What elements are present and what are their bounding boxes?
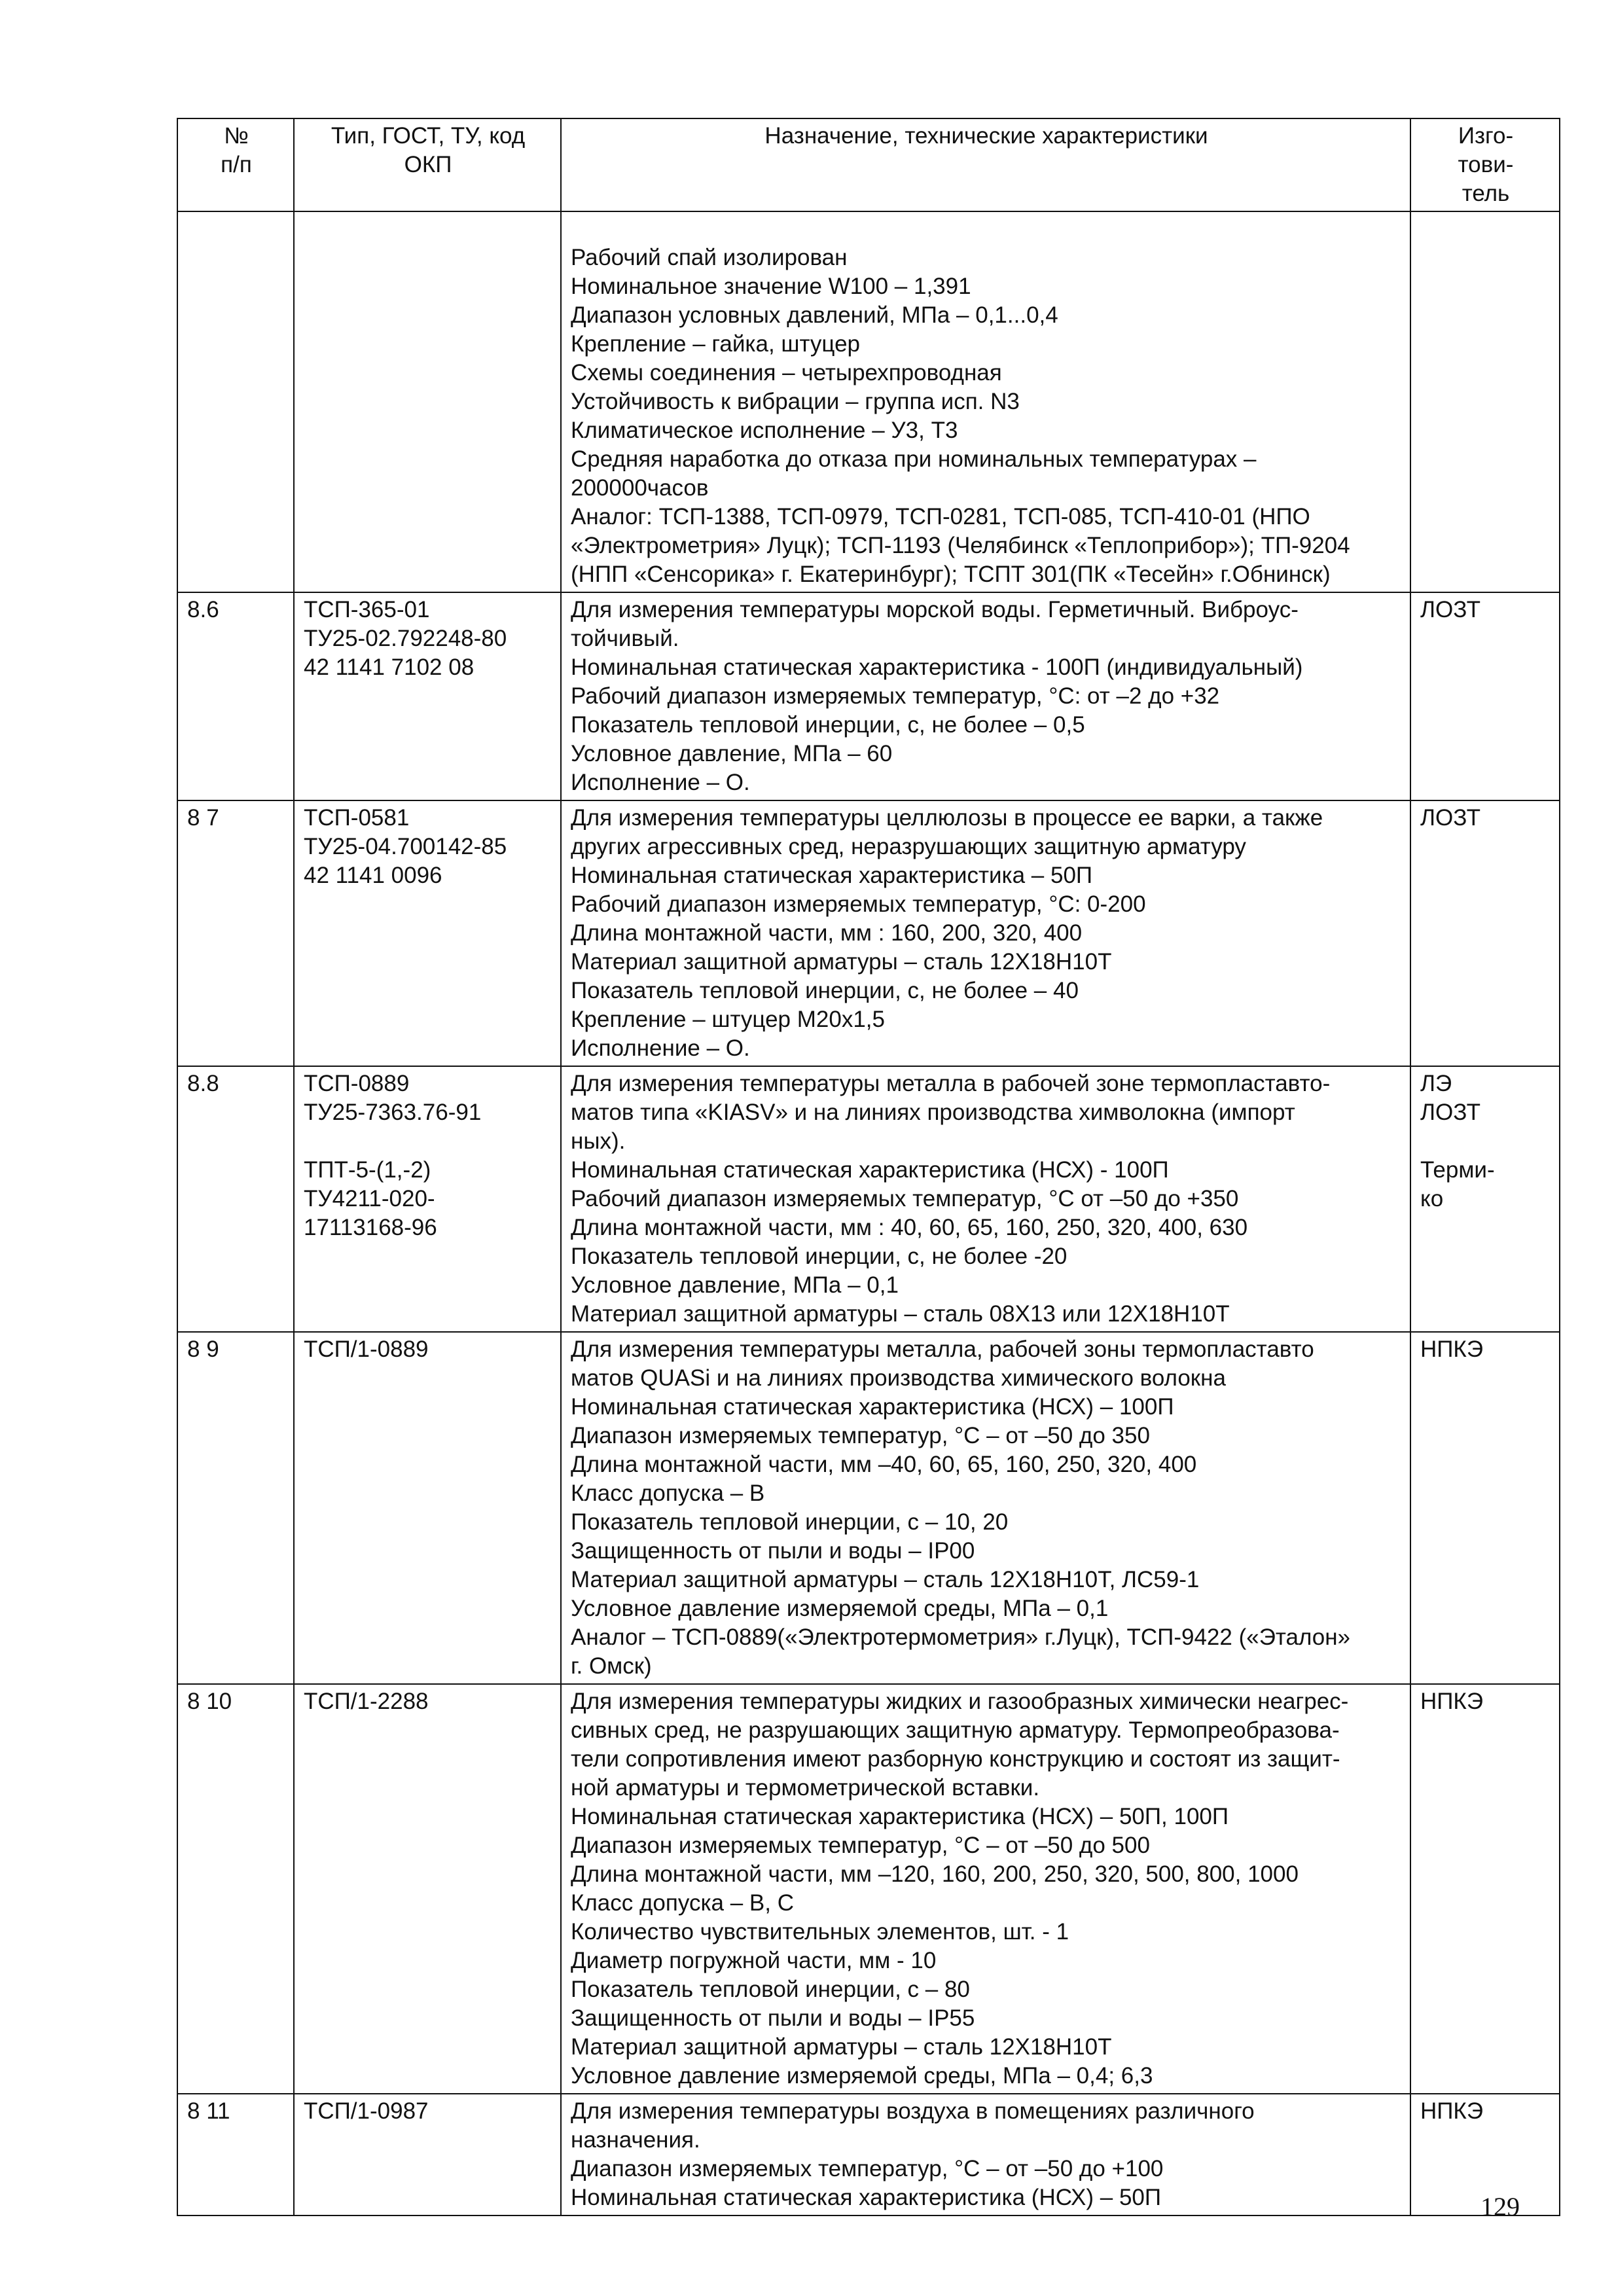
description-line: «Электрометрия» Луцк); ТСП-1193 (Челябинск «Теплоприбор»); ТП-9204 <box>571 533 1350 558</box>
description-cell <box>561 592 1410 800</box>
table-row <box>177 1066 1560 1332</box>
description-line: Номинальная статическая характеристика (НСХ) - 100П <box>571 1157 1169 1183</box>
table-row <box>177 1332 1560 1684</box>
description-line: ной арматуры и термометрической вставки. <box>571 1775 1040 1801</box>
header-manufacturer <box>1410 118 1560 211</box>
description-line: тели сопротивления имеют разборную конструкцию и состоят из защит- <box>571 1746 1340 1772</box>
header-type-line: ОКП <box>404 152 452 177</box>
manufacturer-cell <box>1410 1332 1560 1684</box>
type-line: ТСП/1-0889 <box>304 1336 429 1362</box>
description-line: Показатель тепловой инерции, с, не более – 40 <box>571 978 1079 1003</box>
description-line: Номинальная статическая характеристика - 100П (индивидуальный) <box>571 655 1303 680</box>
type-line: ТСП-0581 <box>304 805 410 831</box>
description-line: Материал защитной арматуры – сталь 12Х18Н10Т <box>571 949 1112 975</box>
type-cell <box>294 1066 561 1332</box>
manufacturer-cell <box>1410 800 1560 1066</box>
type-line <box>304 1127 552 1156</box>
description-line: Для измерения температуры жидких и газообразных химически неагрес- <box>571 1689 1349 1714</box>
type-line: ТПТ-5-(1,-2) <box>304 1157 431 1183</box>
description-cell <box>561 1684 1410 2094</box>
description-line: Рабочий спай изолирован <box>571 245 848 270</box>
row-number: 8 9 <box>187 1336 219 1362</box>
description-line: Условное давление, МПа – 0,1 <box>571 1272 899 1298</box>
manufacturer-line: ЛОЗТ <box>1420 1100 1480 1125</box>
row-number-cell <box>177 1066 294 1332</box>
type-cell <box>294 800 561 1066</box>
type-line: ТУ25-04.700142-85 <box>304 834 507 859</box>
description-line: Климатическое исполнение – У3, Т3 <box>571 418 958 443</box>
manufacturer-line: ЛОЗТ <box>1420 597 1480 622</box>
description-line: Класс допуска – В, С <box>571 1890 794 1916</box>
description-line: Диапазон измеряемых температур, °С – от –50 до 500 <box>571 1833 1150 1858</box>
description-line: Защищенность от пыли и воды – IP00 <box>571 1538 975 1564</box>
description-cell <box>561 800 1410 1066</box>
table-body <box>177 211 1560 2215</box>
continuation-description-cell <box>561 211 1410 592</box>
continuation-number-cell <box>177 211 294 592</box>
page-number: 129 <box>1480 2192 1520 2221</box>
header-manufacturer-line: Изго- <box>1458 123 1514 149</box>
description-line: Количество чувствительных элементов, шт. - 1 <box>571 1919 1069 1945</box>
type-line: 17113168-96 <box>304 1215 437 1240</box>
type-line: ТУ4211-020- <box>304 1186 435 1211</box>
type-line: 42 1141 0096 <box>304 863 442 888</box>
description-line: Длина монтажной части, мм : 40, 60, 65, 160, 250, 320, 400, 630 <box>571 1215 1248 1240</box>
row-number-cell <box>177 592 294 800</box>
manufacturer-line: НПКЭ <box>1420 1336 1483 1362</box>
description-line: Защищенность от пыли и воды – IP55 <box>571 2005 975 2031</box>
manufacturer-line: НПКЭ <box>1420 2098 1483 2124</box>
type-line: ТСП-365-01 <box>304 597 430 622</box>
type-line: 42 1141 7102 08 <box>304 655 475 680</box>
description-line: ных). <box>571 1128 626 1154</box>
description-line: Номинальная статическая характеристика – 50П <box>571 863 1093 888</box>
description-line: Длина монтажной части, мм : 160, 200, 320, 400 <box>571 920 1083 946</box>
description-line: Класс допуска – В <box>571 1480 765 1506</box>
continuation-type-cell <box>294 211 561 592</box>
description-line: матов типа «KIASV» и на линиях производства химволокна (импорт <box>571 1100 1295 1125</box>
row-number-cell <box>177 800 294 1066</box>
table-header-row <box>177 118 1560 211</box>
description-line: Устойчивость к вибрации – группа исп. N3 <box>571 389 1020 414</box>
spec-table <box>177 118 1560 2216</box>
description-line: Рабочий диапазон измеряемых температур, °С: 0-200 <box>571 891 1146 917</box>
row-number-cell <box>177 1684 294 2094</box>
description-line: Номинальная статическая характеристика (НСХ) – 100П <box>571 1394 1174 1420</box>
spacer <box>571 215 1402 243</box>
description-line: назначения. <box>571 2127 700 2153</box>
header-number-line: п/п <box>221 152 252 177</box>
description-line: Для измерения температуры воздуха в помещениях различного <box>571 2098 1255 2124</box>
description-line: Показатель тепловой инерции, с – 80 <box>571 1977 970 2002</box>
description-line: Материал защитной арматуры – сталь 12Х18Н10Т, ЛС59-1 <box>571 1567 1200 1592</box>
description-line: Условное давление, МПа – 60 <box>571 741 893 766</box>
header-manufacturer-line: тель <box>1462 181 1510 206</box>
header-number <box>177 118 294 211</box>
type-line: ТУ25-02.792248-80 <box>304 626 507 651</box>
header-type <box>294 118 561 211</box>
description-line: матов QUASi и на линиях производства химического волокна <box>571 1365 1226 1391</box>
description-line: Показатель тепловой инерции, с – 10, 20 <box>571 1509 1009 1535</box>
description-cell <box>561 2094 1410 2215</box>
manufacturer-line: НПКЭ <box>1420 1689 1483 1714</box>
description-line: Рабочий диапазон измеряемых температур, °С: от –2 до +32 <box>571 683 1220 709</box>
manufacturer-cell <box>1410 592 1560 800</box>
row-number: 8 10 <box>187 1689 232 1714</box>
table-row <box>177 1684 1560 2094</box>
description-line: Показатель тепловой инерции, с, не более -20 <box>571 1244 1068 1269</box>
description-line: Исполнение – О. <box>571 770 750 795</box>
description-line: Длина монтажной части, мм –40, 60, 65, 160, 250, 320, 400 <box>571 1452 1197 1477</box>
header-description: Назначение, технические характеристики <box>561 118 1410 211</box>
manufacturer-line: ЛЭ <box>1420 1071 1452 1096</box>
description-line: 200000часов <box>571 475 709 501</box>
description-line: Для измерения температуры морской воды. Герметичный. Виброус- <box>571 597 1299 622</box>
row-number: 8 11 <box>187 2098 230 2124</box>
type-line: ТСП/1-2288 <box>304 1689 429 1714</box>
description-line: Крепление – гайка, штуцер <box>571 331 861 357</box>
description-line: Показатель тепловой инерции, с, не более – 0,5 <box>571 712 1085 738</box>
row-number: 8.6 <box>187 597 219 622</box>
description-line: г. Омск) <box>571 1653 652 1679</box>
description-line: других агрессивных сред, неразрушающих защитную арматуру <box>571 834 1246 859</box>
row-number-cell <box>177 1332 294 1684</box>
description-line: Диапазон условных давлений, МПа – 0,1...0,4 <box>571 302 1058 328</box>
row-number-cell <box>177 2094 294 2215</box>
description-line: Крепление – штуцер М20х1,5 <box>571 1007 885 1032</box>
description-line: Номинальное значение W100 – 1,391 <box>571 274 971 299</box>
description-line: Для измерения температуры металла в рабочей зоне термопластавто- <box>571 1071 1331 1096</box>
type-cell <box>294 2094 561 2215</box>
row-number: 8 7 <box>187 805 219 831</box>
description-line: Аналог: ТСП-1388, ТСП-0979, ТСП-0281, ТСП-085, ТСП-410-01 (НПО <box>571 504 1310 529</box>
type-cell <box>294 1332 561 1684</box>
description-line: Исполнение – О. <box>571 1035 750 1061</box>
table-row <box>177 2094 1560 2215</box>
manufacturer-line <box>1420 1127 1551 1156</box>
type-line: ТСП/1-0987 <box>304 2098 429 2124</box>
manufacturer-cell <box>1410 1066 1560 1332</box>
description-line: Материал защитной арматуры – сталь 12Х18Н10Т <box>571 2034 1112 2060</box>
table-row <box>177 800 1560 1066</box>
description-cell <box>561 1332 1410 1684</box>
description-cell <box>561 1066 1410 1332</box>
description-line: Номинальная статическая характеристика (НСХ) – 50П, 100П <box>571 1804 1229 1829</box>
description-line: Условное давление измеряемой среды, МПа – 0,4; 6,3 <box>571 2063 1153 2089</box>
description-line: Длина монтажной части, мм –120, 160, 200, 250, 320, 500, 800, 1000 <box>571 1861 1299 1887</box>
description-line: Для измерения температуры металла, рабочей зоны термопластавто <box>571 1336 1314 1362</box>
header-manufacturer-line: тови- <box>1458 152 1514 177</box>
header-type-line: Тип, ГОСТ, ТУ, код <box>331 123 526 149</box>
type-line: ТУ25-7363.76-91 <box>304 1100 482 1125</box>
description-line: Материал защитной арматуры – сталь 08Х13 или 12Х18Н10Т <box>571 1301 1230 1327</box>
description-line: Аналог – ТСП-0889(«Электротермометрия» г.Луцк), ТСП-9422 («Эталон» <box>571 1624 1351 1650</box>
description-line: Диапазон измеряемых температур, °С – от –50 до 350 <box>571 1423 1150 1448</box>
type-cell <box>294 592 561 800</box>
manufacturer-line: Терми- <box>1420 1157 1495 1183</box>
type-line: ТСП-0889 <box>304 1071 410 1096</box>
type-cell <box>294 1684 561 2094</box>
continuation-row <box>177 211 1560 592</box>
description-line: Номинальная статическая характеристика (НСХ) – 50П <box>571 2185 1162 2210</box>
manufacturer-cell <box>1410 1684 1560 2094</box>
description-line: Диапазон измеряемых температур, °С – от –50 до +100 <box>571 2156 1164 2181</box>
description-line: сивных сред, не разрушающих защитную арматуру. Термопреобразова- <box>571 1717 1340 1743</box>
table-row <box>177 592 1560 800</box>
row-number: 8.8 <box>187 1071 219 1096</box>
description-line: Средняя наработка до отказа при номинальных температурах – <box>571 446 1257 472</box>
description-line: Для измерения температуры целлюлозы в процессе ее варки, а также <box>571 805 1323 831</box>
header-number-line: № <box>224 123 249 149</box>
manufacturer-line: ЛОЗТ <box>1420 805 1480 831</box>
description-line: Рабочий диапазон измеряемых температур, °С от –50 до +350 <box>571 1186 1239 1211</box>
description-line: Схемы соединения – четырехпроводная <box>571 360 1002 386</box>
description-line: (НПП «Сенсорика» г. Екатеринбург); ТСПТ 301(ПК «Тесейн» г.Обнинск) <box>571 562 1331 587</box>
description-line: тойчивый. <box>571 626 679 651</box>
description-line: Диаметр погружной части, мм - 10 <box>571 1948 937 1973</box>
description-line: Условное давление измеряемой среды, МПа – 0,1 <box>571 1596 1109 1621</box>
manufacturer-line: ко <box>1420 1186 1444 1211</box>
continuation-manufacturer-cell <box>1410 211 1560 592</box>
